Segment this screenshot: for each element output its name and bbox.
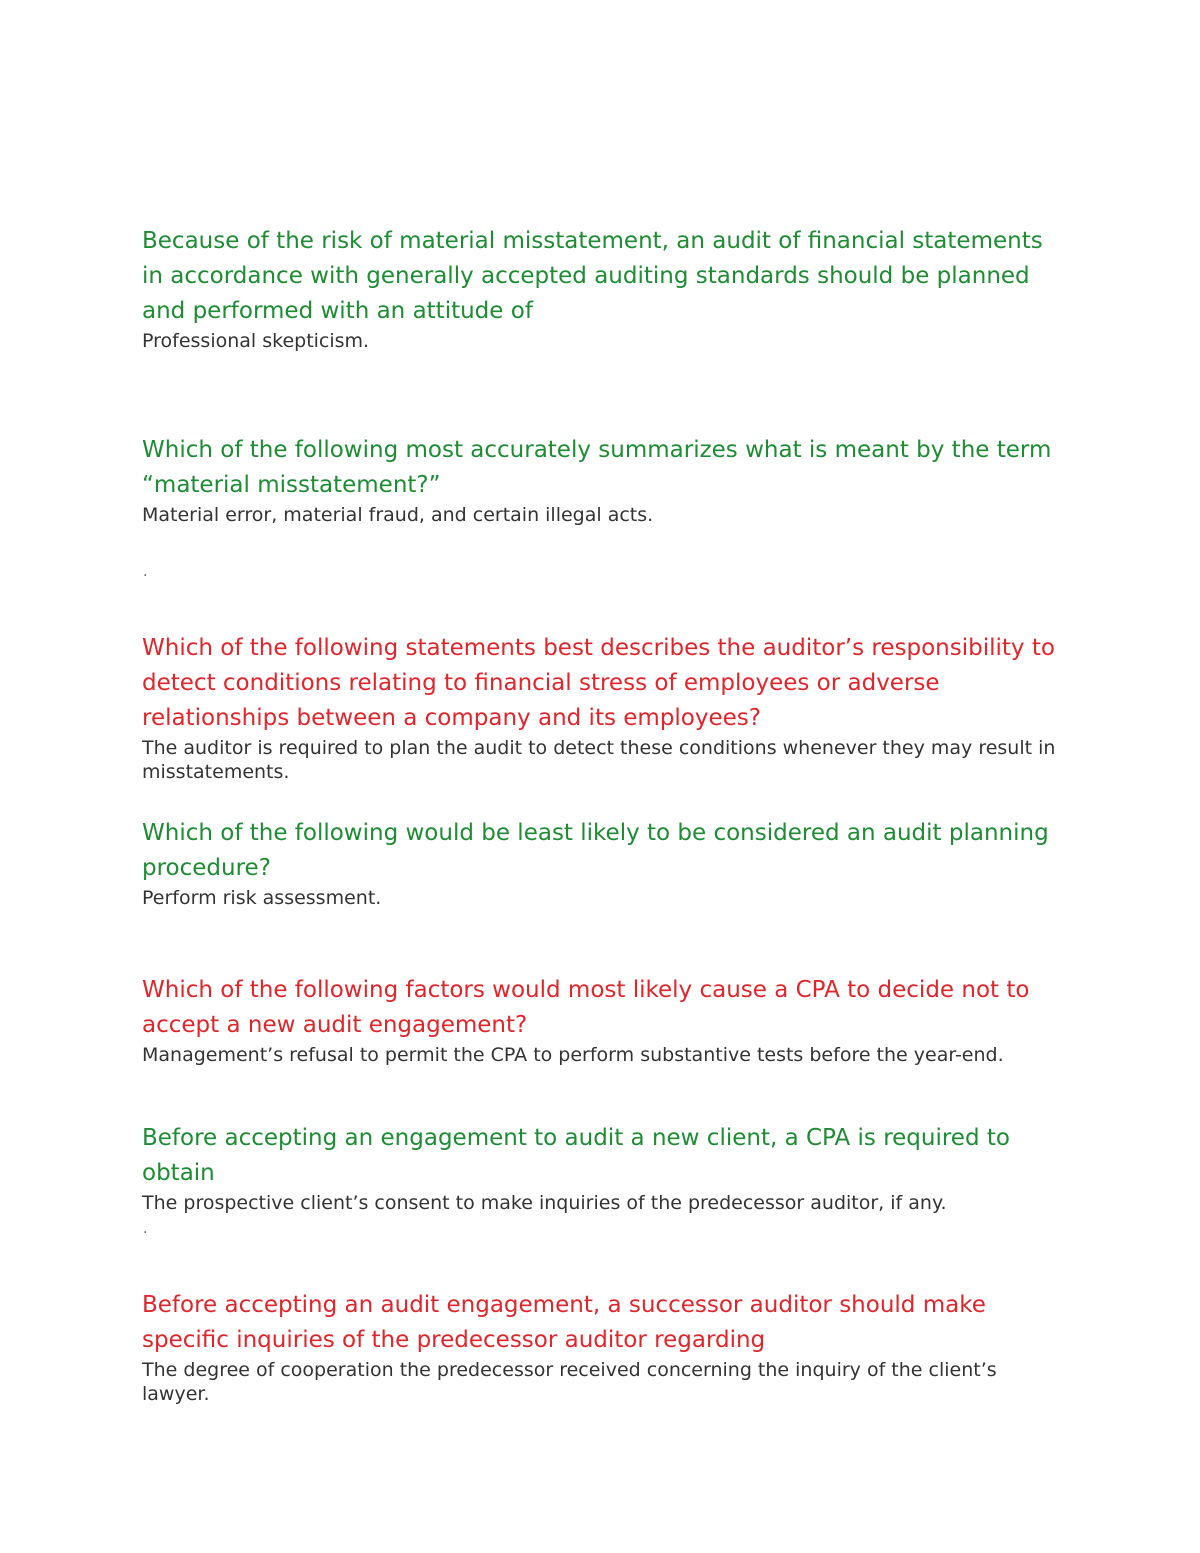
answer-text: Material error, material fraud, and certain illegal acts. xyxy=(142,504,654,526)
question-text: Which of the following most accurately summarizes what is meant by the term “material misstatement?” xyxy=(142,437,1052,498)
question-text: Because of the risk of material misstatement, an audit of financial statements in accordance with generally accepted auditing standards should be planned and performed with an attitude of xyxy=(142,228,1043,324)
question-text: Which of the following would be least likely to be considered an audit planning procedure? xyxy=(142,820,1049,881)
separator-dot: . xyxy=(143,1221,148,1237)
qa-item-3 xyxy=(142,631,1062,784)
answer-text: The degree of cooperation the predecessor received concerning the inquiry of the client’s lawyer. xyxy=(142,1359,997,1405)
answer-text: Management’s refusal to permit the CPA to perform substantive tests before the year-end. xyxy=(142,1044,1004,1066)
question-text: Which of the following factors would most likely cause a CPA to decide not to accept a new audit engagement? xyxy=(142,977,1030,1038)
qa-item-6 xyxy=(142,1121,1062,1215)
qa-item-1 xyxy=(142,224,1062,353)
answer-text: The auditor is required to plan the audit to detect these conditions whenever they may result in misstatements. xyxy=(142,737,1056,783)
answer-text: Perform risk assessment. xyxy=(142,887,382,909)
qa-item-5 xyxy=(142,973,1062,1067)
qa-item-7 xyxy=(142,1288,1062,1406)
separator-dot: . xyxy=(143,564,148,580)
question-text: Before accepting an engagement to audit a new client, a CPA is required to obtain xyxy=(142,1125,1010,1186)
answer-text: Professional skepticism. xyxy=(142,330,370,352)
question-text: Before accepting an audit engagement, a successor auditor should make specific inquiries of the predecessor auditor regarding xyxy=(142,1292,986,1353)
qa-item-2 xyxy=(142,433,1062,527)
qa-item-4 xyxy=(142,816,1062,910)
question-text: Which of the following statements best describes the auditor’s responsibility to detect conditions relating to financial stress of employees or adverse relationships between a company and its employees? xyxy=(142,635,1055,731)
answer-text: The prospective client’s consent to make inquiries of the predecessor auditor, if any. xyxy=(142,1192,947,1214)
